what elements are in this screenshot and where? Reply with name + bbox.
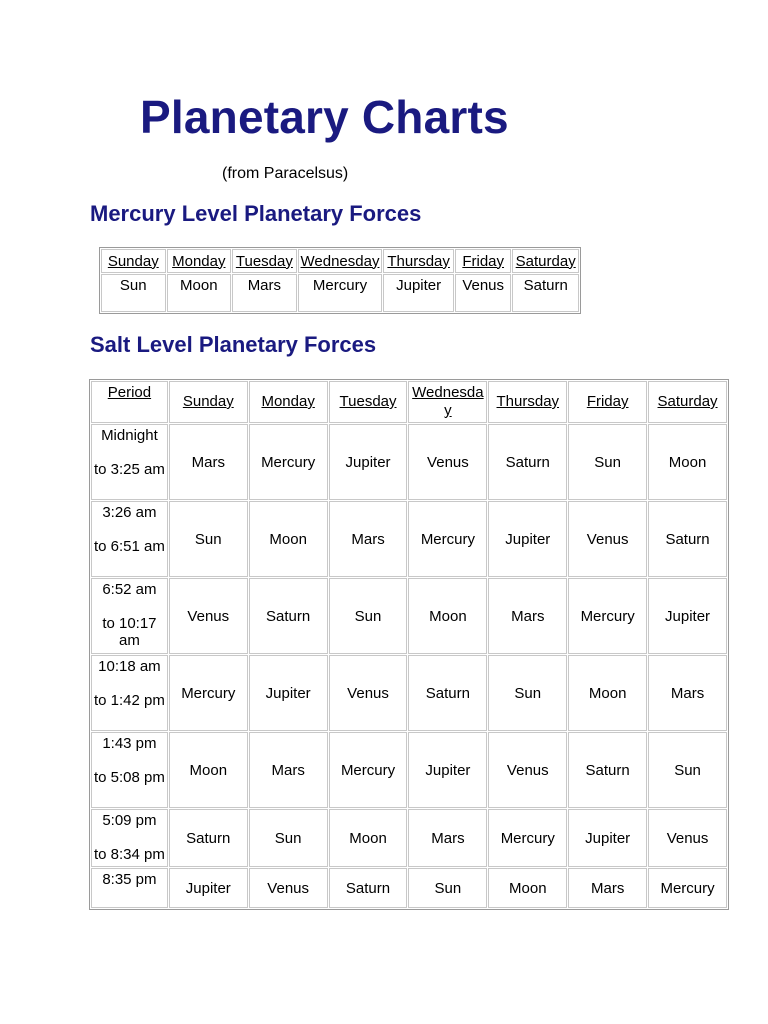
- salt-planet-cell: Sun: [488, 655, 567, 731]
- salt-planet-cell: Mars: [329, 501, 408, 577]
- salt-planet-cell: Jupiter: [408, 732, 487, 808]
- salt-planet-cell: Mercury: [408, 501, 487, 577]
- salt-planet-cell: Saturn: [249, 578, 328, 654]
- salt-day-header: Wednesda y: [408, 381, 487, 423]
- salt-row: [91, 809, 727, 867]
- salt-row: [91, 732, 727, 808]
- period-start: 6:52 am: [102, 581, 157, 598]
- salt-planet-cell: Mercury: [648, 868, 727, 908]
- salt-planet-cell: Moon: [408, 578, 487, 654]
- salt-planet-cell: Venus: [488, 732, 567, 808]
- period-end: to 3:25 am: [93, 461, 165, 478]
- page-title: Planetary Charts: [140, 91, 509, 143]
- salt-period-cell: [91, 868, 168, 908]
- salt-planet-cell: Mars: [249, 732, 328, 808]
- salt-planet-cell: Moon: [488, 868, 567, 908]
- mercury-day-header: Sunday: [101, 249, 166, 273]
- salt-planet-cell: Sun: [648, 732, 727, 808]
- mercury-header-row: [101, 249, 579, 273]
- salt-planet-cell: Moon: [169, 732, 248, 808]
- salt-planet-cell: Sun: [329, 578, 408, 654]
- salt-planet-cell: Venus: [249, 868, 328, 908]
- salt-row: [91, 501, 727, 577]
- salt-planet-cell: Venus: [408, 424, 487, 500]
- salt-period-cell: [91, 501, 168, 577]
- mercury-day-header: Tuesday: [232, 249, 297, 273]
- salt-planet-cell: Mars: [648, 655, 727, 731]
- salt-day-header: Thursday: [488, 381, 567, 423]
- salt-planet-cell: Moon: [568, 655, 647, 731]
- salt-planet-cell: Venus: [648, 809, 727, 867]
- salt-planet-cell: Mars: [169, 424, 248, 500]
- salt-planet-cell: Moon: [648, 424, 727, 500]
- period-end: to 5:08 pm: [93, 769, 165, 786]
- mercury-planet-row: [101, 274, 579, 312]
- salt-day-header: Monday: [249, 381, 328, 423]
- period-end: to 1:42 pm: [93, 692, 165, 709]
- page-subtitle: (from Paracelsus): [222, 165, 349, 182]
- salt-period-cell: [91, 809, 168, 867]
- mercury-day-header: Monday: [167, 249, 232, 273]
- salt-row: [91, 578, 727, 654]
- salt-planet-cell: Sun: [249, 809, 328, 867]
- salt-row: [91, 424, 727, 500]
- salt-planet-cell: Jupiter: [329, 424, 408, 500]
- mercury-day-header: Thursday: [383, 249, 454, 273]
- salt-planet-cell: Sun: [408, 868, 487, 908]
- salt-planet-cell: Saturn: [169, 809, 248, 867]
- salt-row: [91, 868, 727, 908]
- salt-header-row: [91, 381, 727, 423]
- salt-planet-cell: Sun: [568, 424, 647, 500]
- salt-planet-cell: Saturn: [568, 732, 647, 808]
- period-start: 1:43 pm: [102, 735, 157, 752]
- salt-row: [91, 655, 727, 731]
- period-start: 3:26 am: [102, 504, 157, 521]
- mercury-planet-cell: Mars: [232, 274, 297, 312]
- salt-planet-cell: Mercury: [488, 809, 567, 867]
- salt-period-header: Period: [91, 381, 168, 423]
- mercury-day-header: Friday: [455, 249, 511, 273]
- mercury-planet-cell: Sun: [101, 274, 166, 312]
- salt-planet-cell: Jupiter: [249, 655, 328, 731]
- salt-period-cell: [91, 732, 168, 808]
- salt-planet-cell: Mercury: [169, 655, 248, 731]
- salt-planet-cell: Jupiter: [568, 809, 647, 867]
- mercury-day-header: Saturday: [512, 249, 579, 273]
- salt-planet-cell: Saturn: [329, 868, 408, 908]
- mercury-planet-cell: Jupiter: [383, 274, 454, 312]
- salt-table: [89, 379, 729, 910]
- salt-planet-cell: Saturn: [408, 655, 487, 731]
- salt-day-header: Saturday: [648, 381, 727, 423]
- period-start: 5:09 pm: [102, 812, 157, 829]
- salt-period-cell: [91, 578, 168, 654]
- period-start: 8:35 pm: [102, 871, 157, 888]
- salt-planet-cell: Sun: [169, 501, 248, 577]
- salt-planet-cell: Saturn: [648, 501, 727, 577]
- salt-day-header: Tuesday: [329, 381, 408, 423]
- period-start: Midnight: [101, 427, 158, 444]
- salt-planet-cell: Mars: [488, 578, 567, 654]
- period-end: to 8:34 pm: [93, 846, 165, 863]
- salt-planet-cell: Venus: [568, 501, 647, 577]
- salt-planet-cell: Mercury: [568, 578, 647, 654]
- mercury-planet-cell: Moon: [167, 274, 232, 312]
- mercury-heading: Mercury Level Planetary Forces: [90, 201, 422, 226]
- period-end: to 10:17 am: [102, 615, 157, 649]
- salt-planet-cell: Mercury: [329, 732, 408, 808]
- salt-planet-cell: Mercury: [249, 424, 328, 500]
- mercury-planet-cell: Mercury: [298, 274, 383, 312]
- salt-planet-cell: Moon: [249, 501, 328, 577]
- salt-planet-cell: Jupiter: [488, 501, 567, 577]
- salt-planet-cell: Venus: [169, 578, 248, 654]
- mercury-table: [99, 247, 581, 314]
- salt-day-header: Friday: [568, 381, 647, 423]
- salt-planet-cell: Jupiter: [169, 868, 248, 908]
- salt-planet-cell: Jupiter: [648, 578, 727, 654]
- salt-planet-cell: Mars: [408, 809, 487, 867]
- salt-planet-cell: Moon: [329, 809, 408, 867]
- salt-period-cell: [91, 655, 168, 731]
- mercury-day-header: Wednesday: [298, 249, 383, 273]
- salt-heading: Salt Level Planetary Forces: [90, 332, 377, 357]
- period-start: 10:18 am: [98, 658, 161, 675]
- salt-planet-cell: Mars: [568, 868, 647, 908]
- period-end: to 6:51 am: [93, 538, 165, 555]
- salt-planet-cell: Venus: [329, 655, 408, 731]
- mercury-planet-cell: Venus: [455, 274, 511, 312]
- salt-period-cell: [91, 424, 168, 500]
- salt-planet-cell: Saturn: [488, 424, 567, 500]
- mercury-planet-cell: Saturn: [512, 274, 579, 312]
- salt-day-header: Sunday: [169, 381, 248, 423]
